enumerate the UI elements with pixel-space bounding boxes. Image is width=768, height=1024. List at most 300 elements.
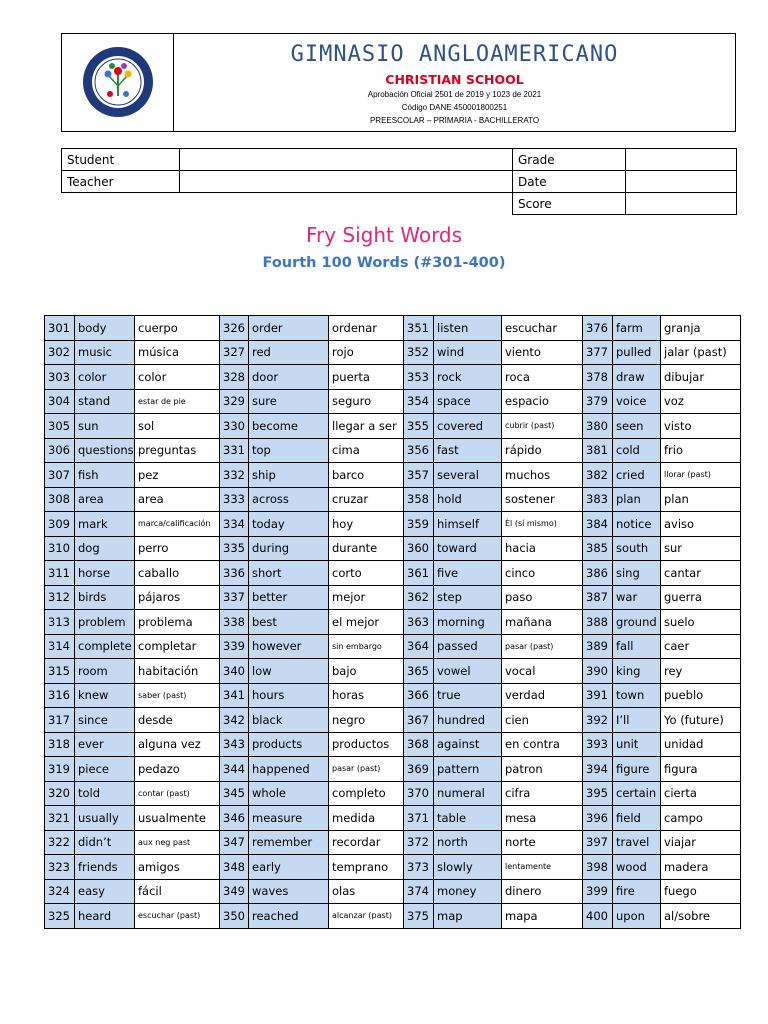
page-subtitle: Fourth 100 Words (#301-400) [262,255,506,271]
table-row [45,487,741,512]
word-number: 355 [404,414,434,439]
word-number: 353 [404,365,434,390]
word-spanish: durante [329,536,404,561]
word-english: toward [434,536,502,561]
school-subtitle: CHRISTIAN SCHOOL [385,72,524,87]
table-row [45,659,741,684]
word-english: ever [75,732,135,757]
word-english: hours [249,683,329,708]
word-english: become [249,414,329,439]
grade-field[interactable] [626,149,737,171]
table-row [45,561,741,586]
word-english: space [434,389,502,414]
word-english: ground [613,610,661,635]
word-english: several [434,463,502,488]
teacher-label: Teacher [62,171,180,193]
word-number: 344 [220,757,249,782]
word-spanish: productos [329,732,404,757]
word-number: 339 [220,634,249,659]
word-spanish: saber (past) [135,683,220,708]
word-spanish: cubrir (past) [502,414,583,439]
word-number: 301 [45,316,75,341]
table-row [45,438,741,463]
word-english: room [75,659,135,684]
word-english: easy [75,879,135,904]
word-spanish: escuchar (past) [135,904,220,929]
word-spanish: fácil [135,879,220,904]
word-english: complete [75,634,135,659]
word-english: across [249,487,329,512]
word-number: 384 [583,512,613,537]
word-english: step [434,585,502,610]
word-english: himself [434,512,502,537]
word-english: mark [75,512,135,537]
word-spanish: plan [661,487,741,512]
word-spanish: ordenar [329,316,404,341]
grade-label: Grade [513,149,626,171]
logo-cell [62,34,174,131]
word-number: 340 [220,659,249,684]
word-english: music [75,340,135,365]
word-spanish: granja [661,316,741,341]
word-number: 390 [583,659,613,684]
word-english: king [613,659,661,684]
word-spanish: negro [329,708,404,733]
word-spanish: hoy [329,512,404,537]
word-english: I’ll [613,708,661,733]
word-spanish: problema [135,610,220,635]
word-english: wood [613,855,661,880]
word-number: 366 [404,683,434,708]
word-english: sing [613,561,661,586]
word-spanish: cruzar [329,487,404,512]
sight-words-table [44,315,741,929]
word-number: 308 [45,487,75,512]
word-spanish: olas [329,879,404,904]
word-spanish: Yo (future) [661,708,741,733]
word-number: 385 [583,536,613,561]
word-english: pulled [613,340,661,365]
word-english: map [434,904,502,929]
word-english: plan [613,487,661,512]
table-row [45,610,741,635]
word-english: field [613,806,661,831]
word-english: listen [434,316,502,341]
dane-code: Código DANE 450001800251 [401,103,508,112]
word-number: 312 [45,585,75,610]
word-english: fast [434,438,502,463]
word-number: 357 [404,463,434,488]
word-english: piece [75,757,135,782]
word-spanish: frio [661,438,741,463]
word-spanish: alguna vez [135,732,220,757]
word-number: 321 [45,806,75,831]
empty-cell [62,193,180,215]
word-spanish: cien [502,708,583,733]
word-english: stand [75,389,135,414]
table-row [45,340,741,365]
word-english: questions [75,438,135,463]
school-name: GIMNASIO ANGLOAMERICANO [290,42,619,67]
word-english: door [249,365,329,390]
word-spanish: desde [135,708,220,733]
word-number: 332 [220,463,249,488]
word-english: better [249,585,329,610]
word-number: 395 [583,781,613,806]
word-english: dog [75,536,135,561]
word-number: 398 [583,855,613,880]
word-english: against [434,732,502,757]
word-number: 361 [404,561,434,586]
word-spanish: rápido [502,438,583,463]
word-number: 304 [45,389,75,414]
word-spanish: jalar (past) [661,340,741,365]
word-number: 336 [220,561,249,586]
word-english: money [434,879,502,904]
word-spanish: sol [135,414,220,439]
word-spanish: roca [502,365,583,390]
word-number: 310 [45,536,75,561]
word-number: 389 [583,634,613,659]
score-label: Score [513,193,626,215]
word-english: didn’t [75,830,135,855]
word-english: voice [613,389,661,414]
table-row [45,634,741,659]
word-number: 379 [583,389,613,414]
word-english: travel [613,830,661,855]
word-spanish: lentamente [502,855,583,880]
word-english: true [434,683,502,708]
word-english: usually [75,806,135,831]
word-english: cried [613,463,661,488]
word-spanish: dinero [502,879,583,904]
table-row [45,585,741,610]
word-number: 367 [404,708,434,733]
word-spanish: visto [661,414,741,439]
word-english: upon [613,904,661,929]
word-spanish: barco [329,463,404,488]
word-number: 391 [583,683,613,708]
word-spanish: fuego [661,879,741,904]
word-spanish: mañana [502,610,583,635]
word-spanish: contar (past) [135,781,220,806]
word-spanish: hacia [502,536,583,561]
word-spanish: cinco [502,561,583,586]
word-number: 322 [45,830,75,855]
table-row [45,855,741,880]
word-number: 337 [220,585,249,610]
word-number: 381 [583,438,613,463]
word-number: 341 [220,683,249,708]
word-english: best [249,610,329,635]
word-english: area [75,487,135,512]
word-english: problem [75,610,135,635]
word-spanish: corto [329,561,404,586]
word-english: order [249,316,329,341]
word-spanish: recordar [329,830,404,855]
word-english: color [75,365,135,390]
school-info [174,34,735,131]
word-spanish: mapa [502,904,583,929]
word-number: 370 [404,781,434,806]
word-number: 372 [404,830,434,855]
word-spanish: llegar a ser [329,414,404,439]
word-number: 328 [220,365,249,390]
table-row [45,781,741,806]
word-number: 325 [45,904,75,929]
word-number: 319 [45,757,75,782]
word-spanish: estar de pie [135,389,220,414]
word-english: north [434,830,502,855]
word-number: 358 [404,487,434,512]
table-row [45,830,741,855]
word-english: certain [613,781,661,806]
school-levels: PREESCOLAR – PRIMARIA - BACHILLERATO [369,116,540,125]
word-spanish: caer [661,634,741,659]
word-spanish: el mejor [329,610,404,635]
word-spanish: medida [329,806,404,831]
word-spanish: preguntas [135,438,220,463]
word-spanish: campo [661,806,741,831]
word-spanish: voz [661,389,741,414]
word-english: happened [249,757,329,782]
table-row [45,683,741,708]
word-spanish: suelo [661,610,741,635]
word-spanish: al/sobre [661,904,741,929]
word-number: 375 [404,904,434,929]
score-field[interactable] [626,193,737,215]
word-english: wind [434,340,502,365]
word-english: pattern [434,757,502,782]
word-english: numeral [434,781,502,806]
word-number: 323 [45,855,75,880]
word-number: 386 [583,561,613,586]
word-spanish: guerra [661,585,741,610]
word-number: 316 [45,683,75,708]
word-number: 309 [45,512,75,537]
word-number: 311 [45,561,75,586]
word-number: 400 [583,904,613,929]
word-english: friends [75,855,135,880]
word-spanish: verdad [502,683,583,708]
word-english: farm [613,316,661,341]
word-number: 388 [583,610,613,635]
word-spanish: rey [661,659,741,684]
word-spanish: puerta [329,365,404,390]
word-spanish: patron [502,757,583,782]
word-number: 313 [45,610,75,635]
word-english: table [434,806,502,831]
word-spanish: llorar (past) [661,463,741,488]
word-english: since [75,708,135,733]
student-info-table [61,148,737,215]
word-spanish: figura [661,757,741,782]
school-logo [82,46,154,118]
word-english: early [249,855,329,880]
word-number: 362 [404,585,434,610]
word-number: 352 [404,340,434,365]
word-spanish: pasar (past) [502,634,583,659]
word-spanish: horas [329,683,404,708]
word-number: 351 [404,316,434,341]
word-spanish: alcanzar (past) [329,904,404,929]
word-spanish: espacio [502,389,583,414]
word-english: heard [75,904,135,929]
word-spanish: cifra [502,781,583,806]
word-spanish: completo [329,781,404,806]
word-spanish: sin embargo [329,634,404,659]
word-english: slowly [434,855,502,880]
word-spanish: vocal [502,659,583,684]
word-number: 335 [220,536,249,561]
date-label: Date [513,171,626,193]
word-english: measure [249,806,329,831]
word-number: 360 [404,536,434,561]
word-english: covered [434,414,502,439]
word-number: 318 [45,732,75,757]
word-spanish: pueblo [661,683,741,708]
word-english: body [75,316,135,341]
word-number: 371 [404,806,434,831]
word-english: however [249,634,329,659]
word-english: remember [249,830,329,855]
word-number: 394 [583,757,613,782]
word-number: 342 [220,708,249,733]
word-number: 364 [404,634,434,659]
word-spanish: norte [502,830,583,855]
word-spanish: música [135,340,220,365]
word-spanish: Él (sí mismo) [502,512,583,537]
word-english: ship [249,463,329,488]
word-english: during [249,536,329,561]
word-spanish: viento [502,340,583,365]
word-number: 346 [220,806,249,831]
date-field[interactable] [626,171,737,193]
word-spanish: caballo [135,561,220,586]
word-english: whole [249,781,329,806]
word-english: knew [75,683,135,708]
teacher-field[interactable] [180,171,513,193]
word-number: 387 [583,585,613,610]
word-english: fall [613,634,661,659]
word-number: 392 [583,708,613,733]
word-number: 320 [45,781,75,806]
word-number: 383 [583,487,613,512]
word-english: short [249,561,329,586]
word-english: sure [249,389,329,414]
word-spanish: area [135,487,220,512]
word-number: 350 [220,904,249,929]
page-title: Fry Sight Words [305,223,463,247]
word-number: 334 [220,512,249,537]
word-spanish: madera [661,855,741,880]
table-row [45,806,741,831]
word-english: red [249,340,329,365]
word-english: five [434,561,502,586]
word-english: horse [75,561,135,586]
word-spanish: cima [329,438,404,463]
word-english: town [613,683,661,708]
word-spanish: cantar [661,561,741,586]
word-english: unit [613,732,661,757]
table-row [45,904,741,929]
word-number: 315 [45,659,75,684]
word-spanish: seguro [329,389,404,414]
word-spanish: color [135,365,220,390]
word-spanish: bajo [329,659,404,684]
word-number: 369 [404,757,434,782]
table-row [45,414,741,439]
word-number: 331 [220,438,249,463]
word-english: waves [249,879,329,904]
student-field[interactable] [180,149,513,171]
table-row [45,316,741,341]
word-number: 377 [583,340,613,365]
word-number: 302 [45,340,75,365]
word-number: 327 [220,340,249,365]
word-spanish: viajar [661,830,741,855]
word-number: 343 [220,732,249,757]
word-spanish: usualmente [135,806,220,831]
word-number: 314 [45,634,75,659]
word-number: 393 [583,732,613,757]
word-spanish: mejor [329,585,404,610]
word-number: 359 [404,512,434,537]
word-number: 338 [220,610,249,635]
word-number: 397 [583,830,613,855]
word-number: 365 [404,659,434,684]
word-number: 305 [45,414,75,439]
word-english: notice [613,512,661,537]
word-spanish: pedazo [135,757,220,782]
word-number: 307 [45,463,75,488]
word-english: passed [434,634,502,659]
word-number: 345 [220,781,249,806]
word-spanish: sur [661,536,741,561]
word-english: told [75,781,135,806]
word-spanish: en contra [502,732,583,757]
word-spanish: cierta [661,781,741,806]
word-english: sun [75,414,135,439]
word-number: 303 [45,365,75,390]
word-english: fire [613,879,661,904]
table-row [45,512,741,537]
word-english: low [249,659,329,684]
word-spanish: temprano [329,855,404,880]
word-english: products [249,732,329,757]
word-number: 363 [404,610,434,635]
word-spanish: perro [135,536,220,561]
word-english: rock [434,365,502,390]
word-number: 380 [583,414,613,439]
word-english: morning [434,610,502,635]
word-number: 373 [404,855,434,880]
word-number: 326 [220,316,249,341]
word-number: 306 [45,438,75,463]
word-spanish: pasar (past) [329,757,404,782]
word-spanish: cuerpo [135,316,220,341]
word-english: reached [249,904,329,929]
word-spanish: muchos [502,463,583,488]
word-number: 329 [220,389,249,414]
word-spanish: dibujar [661,365,741,390]
word-number: 374 [404,879,434,904]
word-number: 396 [583,806,613,831]
word-spanish: marca/calificación [135,512,220,537]
table-row [45,708,741,733]
word-english: war [613,585,661,610]
word-spanish: completar [135,634,220,659]
